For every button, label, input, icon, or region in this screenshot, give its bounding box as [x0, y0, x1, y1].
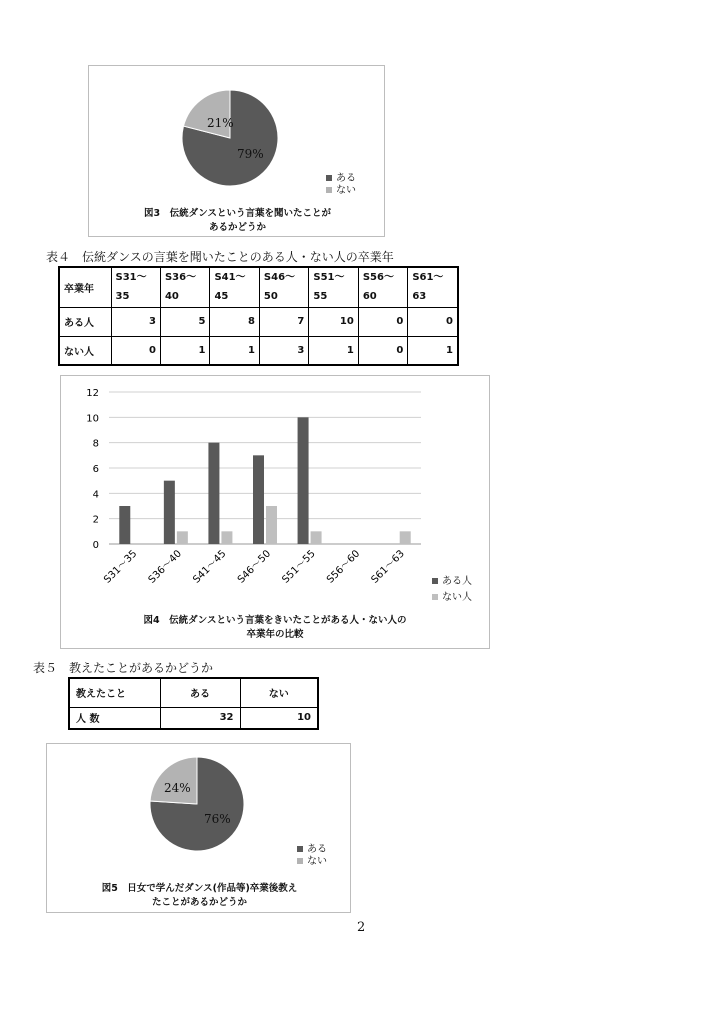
y-tick-label: 8 [92, 438, 99, 450]
y-tick-label: 10 [86, 413, 99, 425]
figure-3-legend [326, 173, 356, 197]
y-tick-label: 12 [86, 388, 99, 399]
pie5-slices [150, 757, 244, 851]
legend-swatch-naihito [432, 594, 438, 600]
table-row: ない人 0 1 1 3 1 0 1 [59, 336, 458, 365]
page-number: 2 [357, 920, 366, 935]
bar-aruhito [298, 417, 309, 544]
legend-item-nai: ない [297, 856, 327, 868]
table-row: 人 数 32 10 [69, 707, 318, 729]
legend-item-naihito: ない人 [432, 590, 472, 606]
table-5-header-aru: ある [160, 678, 240, 707]
y-tick-label: 6 [92, 464, 99, 475]
table-4-period: S56～ 60 [358, 267, 407, 307]
pie5-label-aru: 76% [204, 812, 231, 826]
table-4-period: S46～ 50 [259, 267, 308, 307]
table-4-period: S61～ 63 [408, 267, 458, 307]
legend-item-aruhito: ある人 [432, 574, 472, 590]
bar-aruhito [164, 481, 175, 544]
table-4-period: S41～ 45 [210, 267, 259, 307]
y-tick-label: 4 [92, 489, 99, 501]
x-tick-label: S46～50 [235, 548, 274, 586]
legend-swatch-aru [297, 846, 303, 852]
pie5-label-nai: 24% [164, 781, 191, 795]
legend-item-aru: ある [326, 173, 356, 185]
bar-aruhito [119, 506, 130, 544]
table-row: ある人 3 5 8 7 10 0 0 [59, 307, 458, 336]
bar-naihito [221, 531, 232, 544]
table-5-header-nai: ない [240, 678, 318, 707]
bar-aruhito [253, 455, 264, 544]
x-tick-label: S56～60 [324, 548, 363, 586]
pie3-slices [182, 90, 278, 186]
legend-swatch-nai [297, 858, 303, 864]
figure-4-legend [432, 574, 472, 606]
x-tick-label: S61～63 [369, 548, 407, 586]
bar-naihito [400, 531, 411, 544]
figure-5-legend [297, 844, 327, 868]
table-4-period: S31～ 35 [111, 267, 160, 307]
figure-4-bar-chart [61, 376, 489, 606]
table-5-header-label: 教えたこと [69, 678, 160, 707]
table-5 [68, 677, 319, 730]
figure-4-box [60, 375, 490, 649]
figure-5-box [46, 743, 351, 913]
table-4-period: S36～ 40 [160, 267, 209, 307]
pie3-label-aru: 79% [237, 147, 264, 161]
x-tick-label: S36～40 [146, 548, 184, 586]
table-4-header-label: 卒業年 [59, 267, 111, 307]
figure-5-caption: 図5 日女で学んだダンス(作品等)卒業後教え たことがあるかどうか [101, 883, 298, 908]
y-tick-label: 0 [92, 540, 99, 551]
legend-swatch-aruhito [432, 578, 438, 584]
table-4 [58, 266, 459, 366]
x-tick-label: S31～35 [102, 548, 140, 586]
table-5-title: 表５ 教えたことがあるかどうか [33, 661, 214, 675]
figure-4-caption: 図4 伝統ダンスという言葉をきいたことがある人・ない人の 卒業年の比較 [143, 615, 407, 640]
table-4-title: 表４ 伝統ダンスの言葉を聞いたことのある人・ない人の卒業年 [46, 250, 394, 264]
legend-item-nai: ない [326, 185, 356, 197]
legend-item-aru: ある [297, 844, 327, 856]
legend-swatch-aru [326, 175, 332, 181]
y-tick-label: 2 [92, 514, 99, 526]
bar-naihito [311, 531, 322, 544]
legend-swatch-nai [326, 187, 332, 193]
bar-naihito [177, 531, 188, 544]
pie3-label-nai: 21% [207, 116, 234, 130]
x-tick-label: S41～45 [191, 548, 229, 586]
x-tick-label: S51～55 [280, 548, 318, 586]
figure-3-box [88, 65, 385, 237]
bar-naihito [266, 506, 277, 544]
bar-aruhito [208, 443, 219, 544]
figure-3-caption: 図3 伝統ダンスという言葉を聞いたことが あるかどうか [144, 208, 331, 233]
table-4-period: S51～ 55 [309, 267, 358, 307]
